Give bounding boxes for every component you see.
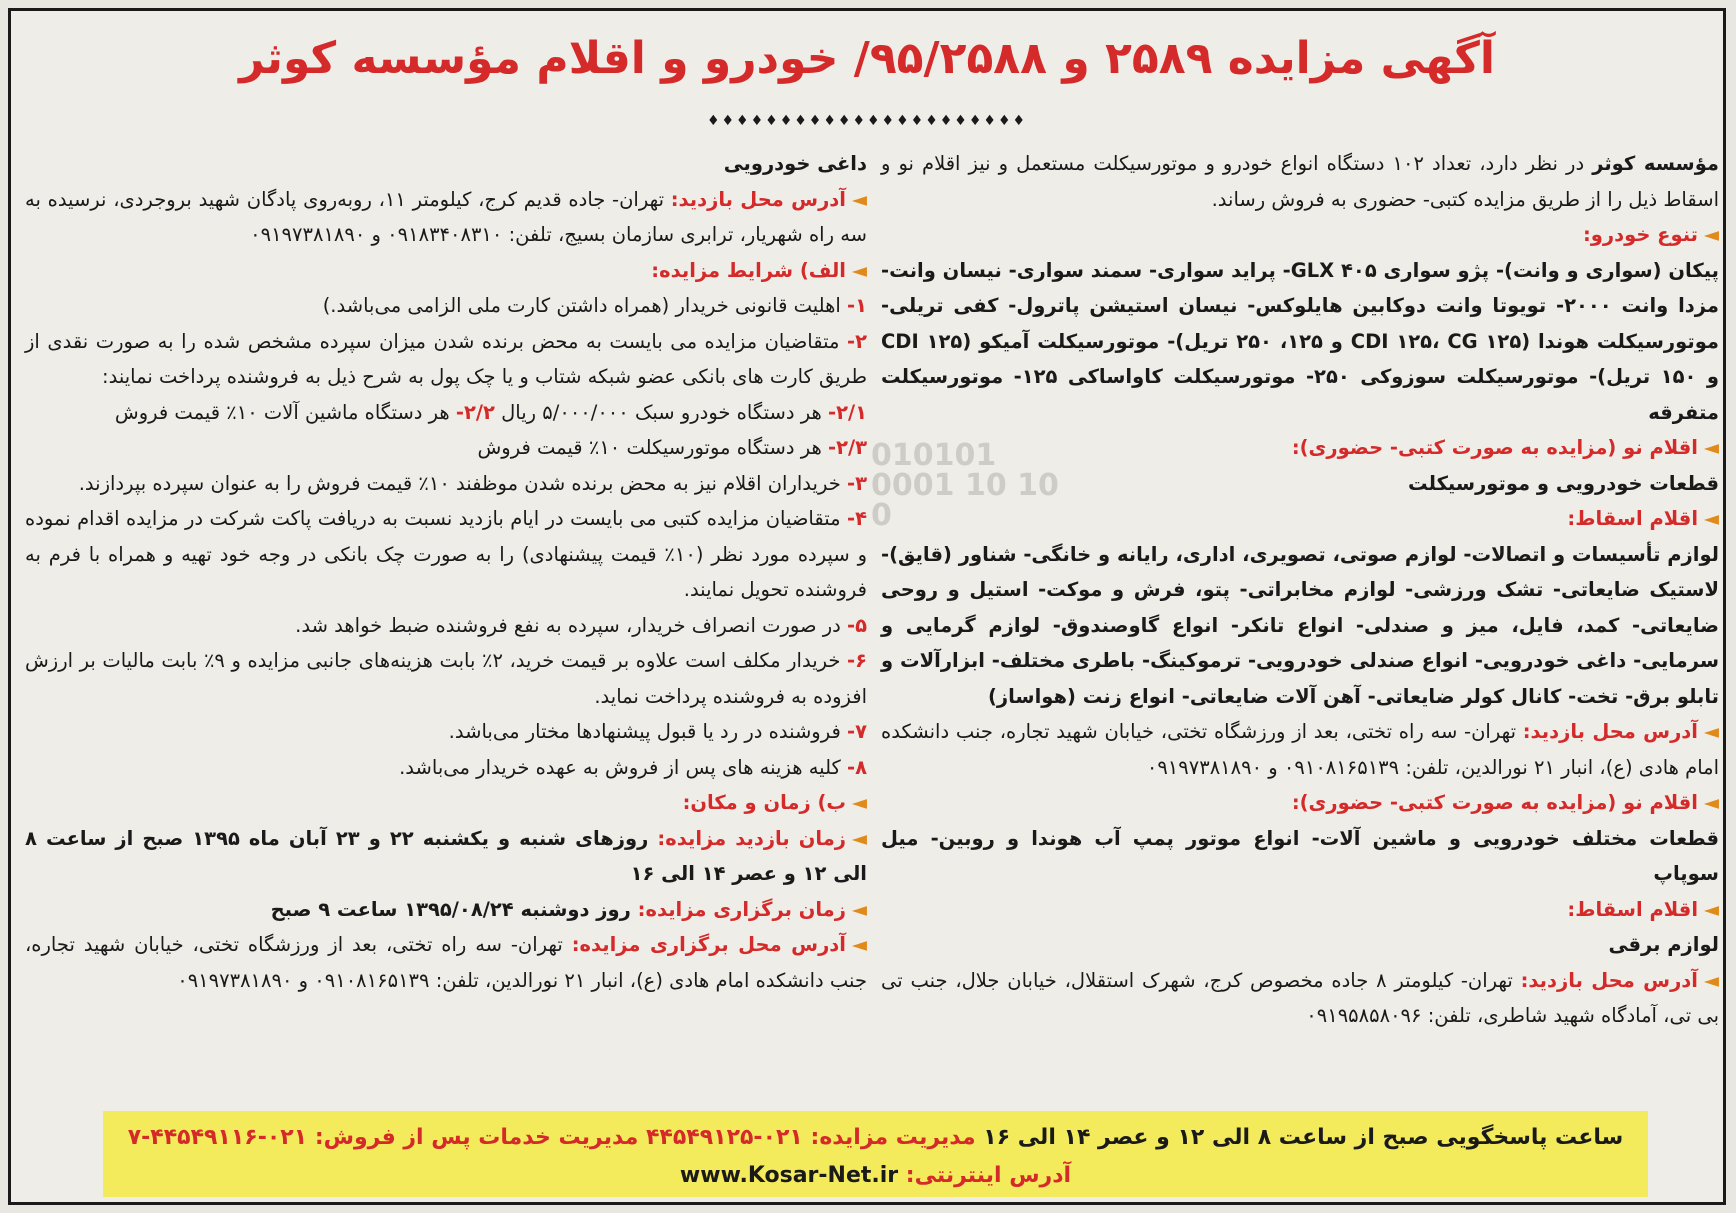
- left-column: [25, 146, 867, 998]
- after-sales-phone: ۰۲۱-۴۴۵۴۹۱۱۶-۷: [127, 1125, 308, 1150]
- after-sales-label: مدیریت خدمات پس از فروش:: [307, 1125, 639, 1150]
- contact-footer: [103, 1111, 1648, 1197]
- condition-7: ۷- فروشنده در رد یا قبول پیشنهادها مختار می‌باشد.: [448, 720, 867, 743]
- arrow-icon: ◄: [1704, 507, 1719, 530]
- intro-org: مؤسسه کوثر: [1592, 152, 1720, 175]
- intro-text-1: در نظر دارد، تعداد ۱۰۲ دستگاه انواع خودرو و موتورسیکلت مستعمل و نیز اقلام نو و اسقاط: [881, 152, 1719, 211]
- time-place-heading: ◄ب) زمان و مکان:: [682, 791, 867, 814]
- arrow-icon: ◄: [852, 897, 867, 921]
- condition-5: ۵- در صورت انصراف خریدار، سپرده به نفع فروشنده ضبط خواهد شد.: [295, 613, 867, 637]
- condition-4: ۴- متقاضیان مزایده کتبی می بایست در ایام بازدید نسبت به دریافت پاکت شرکت در مزایده اقدام نموده و سپرده مورد نظر (۱۰٪ قیمت پیشنهادی) را به صورت چک بانکی در وجه خود تهیه و همراه با فرم به فروشنده تحویل نمایند.: [25, 507, 867, 601]
- arrow-icon: ◄: [851, 187, 867, 211]
- condition-1: ۱- اهلیت قانونی خریدار (همراه داشتن کارت ملی الزامی می‌باشد.): [322, 294, 867, 317]
- right-column: [881, 146, 1719, 1034]
- visit-address-2: ◄آدرس محل بازدید: تهران- کیلومتر ۸ جاده مخصوص کرج، شهرک استقلال، خیابان جلال، جنب تی بی تی، آمادگاه شهید شاطری، تلفن: ۰۹۱۹۵۸۵۸۰۹۶: [881, 968, 1719, 1027]
- web-label: آدرس اینترنتی:: [898, 1163, 1072, 1188]
- arrow-icon: ◄: [852, 826, 867, 850]
- response-hours: ساعت پاسخگویی صبح از ساعت ۸ الی ۱۲ و عصر ۱۴ الی ۱۶: [975, 1125, 1624, 1150]
- footer-line-2: [103, 1161, 1648, 1191]
- condition-3: ۳- خریداران اقلام نیز به محض برنده شدن موظفند ۱۰٪ قیمت فروش را به عنوان سپرده بپردازند.: [78, 471, 867, 495]
- page-title: آگهی مزایده ۲۵۸۹ و ۹۵/۲۵۸۸/ خودرو و اقلام مؤسسه کوثر: [239, 33, 1495, 84]
- condition-6: ۶- خریدار مکلف است علاوه بر قیمت خرید، ۲٪ بابت هزینه‌های جانبی مزایده و ۹٪ بابت مالیات بر ارزش افزوده به فروشنده پرداخت نماید.: [25, 649, 867, 708]
- advertisement-page: [8, 8, 1726, 1205]
- visit-address-3: ◄آدرس محل بازدید: تهران- جاده قدیم کرج، کیلومتر ۱۱، روبه‌روی پادگان شهید بروجردی، نرسیده به سه راه شهریار، ترابری سازمان بسیج، تلفن: ۰۹۱۸۳۴۰۸۳۱۰ و ۰۹۱۹۷۳۸۱۸۹۰: [25, 187, 867, 246]
- scrap-items-text-2: لوازم برقی: [1608, 933, 1719, 956]
- arrow-icon: ◄: [1703, 968, 1719, 992]
- arrow-icon: ◄: [1704, 436, 1719, 459]
- decorative-divider: ♦♦♦♦♦♦♦♦♦♦♦♦♦♦♦♦♦♦♦♦♦♦: [706, 113, 1028, 129]
- arrow-icon: ◄: [1704, 223, 1719, 246]
- scrap-items-heading-1: ◄اقلام اسقاط:: [1567, 507, 1719, 530]
- scrap-items-heading-2: ◄اقلام اسقاط:: [1567, 897, 1719, 921]
- arrow-icon: ◄: [1704, 720, 1719, 743]
- new-items-text-1: قطعات خودرویی و موتورسیکلت: [1407, 471, 1719, 495]
- visit-address-1: ◄آدرس محل بازدید: تهران- سه راه تختی، بعد از ورزشگاه تختی، خیابان شهید تجاره، جنب دانشکده امام هادی (ع)، انبار ۲۱ نورالدین، تلفن: ۰۹۱۰۸۱۶۵۱۳۹ و ۰۹۱۹۷۳۸۱۸۹۰: [881, 720, 1719, 779]
- arrow-icon: ◄: [852, 258, 867, 282]
- auction-phone: ۰۲۱-۴۴۵۴۹۱۲۵: [638, 1125, 803, 1150]
- new-items-heading-2: ◄اقلام نو (مزایده به صورت کتبی- حضوری):: [1291, 791, 1719, 814]
- new-items-heading-1: ◄اقلام نو (مزایده به صورت کتبی- حضوری):: [1291, 436, 1719, 459]
- hold-time: ◄زمان برگزاری مزایده: روز دوشنبه ۱۳۹۵/۰۸/۲۴ ساعت ۹ صبح: [270, 897, 867, 921]
- arrow-icon: ◄: [1704, 897, 1719, 921]
- arrow-icon: ◄: [852, 791, 867, 814]
- website-link[interactable]: www.Kosar-Net.ir: [679, 1163, 899, 1188]
- hold-address: ◄آدرس محل برگزاری مزایده: تهران- سه راه تختی، بعد از ورزشگاه تختی، خیابان شهید تجاره، جنب دانشکده امام هادی (ع)، انبار ۲۱ نورالدین، تلفن: ۰۹۱۰۸۱۶۵۱۳۹ و ۰۹۱۹۷۳۸۱۸۹۰: [25, 933, 867, 992]
- auction-label: مدیریت مزایده:: [802, 1125, 976, 1150]
- vehicle-types-heading: ◄تنوع خودرو:: [1582, 223, 1719, 246]
- new-items-text-2: قطعات مختلف خودرویی و ماشین آلات- انواع موتور پمپ آب هوندا و روبین- میل سوپاپ: [881, 826, 1719, 885]
- condition-2-1-2: ۲/۱- هر دستگاه خودرو سبک ۵/۰۰۰/۰۰۰ ریال ۲/۲- هر دستگاه ماشین آلات ۱۰٪ قیمت فروش: [114, 400, 867, 424]
- arrow-icon: ◄: [851, 933, 867, 956]
- intro-paragraph: [881, 146, 1719, 217]
- visit-time: ◄زمان بازدید مزایده: روزهای شنبه و یکشنبه ۲۲ و ۲۳ آبان ماه ۱۳۹۵ صبح از ساعت ۸ الی ۱۲ و عصر ۱۴ الی ۱۶: [25, 826, 867, 885]
- left-top-line: داغی خودرویی: [723, 152, 867, 175]
- footer-line-1: [103, 1115, 1648, 1161]
- intro-text-2: ذیل را از طریق مزایده کتبی- حضوری به فروش رساند.: [1211, 187, 1664, 211]
- scrap-items-text-1: لوازم تأسیسات و اتصالات- لوازم صوتی، تصویری، اداری، رایانه و خانگی- شناور (قایق)- لاستیک ضایعاتی- تشک ورزشی- لوازم مخابراتی- پتو، فرش و موکت- استیل و روحی ضایعاتی- کمد، فایل، میز و صندلی- انواع تانکر- انواع گاوصندوق- لوازم گرمایی و سرمایی- داغی خودرویی- انواع صندلی خودرویی- ترموکینگ- باطری مختلف- ابزارآلات و تابلو برق- تخت- کانال کولر ضایعاتی- آهن آلات ضایعاتی- انواع زنت (هواساز): [881, 542, 1719, 708]
- conditions-heading: ◄الف) شرایط مزایده:: [651, 258, 867, 282]
- condition-2: ۲- متقاضیان مزایده می بایست به محض برنده شدن میزان سپرده مشخص شده را به صورت نقدی از طریق کارت های بانکی عضو شبکه شتاب و یا چک پول به شرح ذیل به فروشنده پرداخت نمایند:: [25, 329, 867, 388]
- condition-8: ۸- کلیه هزینه های پس از فروش به عهده خریدار می‌باشد.: [399, 755, 867, 779]
- watermark: 010101 0001 10 10 0: [871, 438, 1059, 533]
- arrow-icon: ◄: [1704, 791, 1719, 814]
- vehicle-types-text: پیکان (سواری و وانت)- پژو سواری GLX ۴۰۵- پراید سواری- سمند سواری- نیسان وانت- مزدا وانت ۲۰۰۰- تویوتا وانت دوکابین هایلوکس- نیسان استیشن پاترول- کفی تریلی- موتورسیکلت هوندا (CDI ۱۲۵، CG ۱۲۵ و ۱۲۵، ۲۵۰ تریل)- موتورسیکلت آمیکو (CDI ۱۲۵ و ۱۵۰ تریل)- موتورسیکلت سوزوکی ۲۵۰- موتورسیکلت کاواساکی ۱۲۵- موتورسیکلت متفرقه: [881, 258, 1719, 424]
- condition-2-3: ۲/۳- هر دستگاه موتورسیکلت ۱۰٪ قیمت فروش: [477, 436, 867, 459]
